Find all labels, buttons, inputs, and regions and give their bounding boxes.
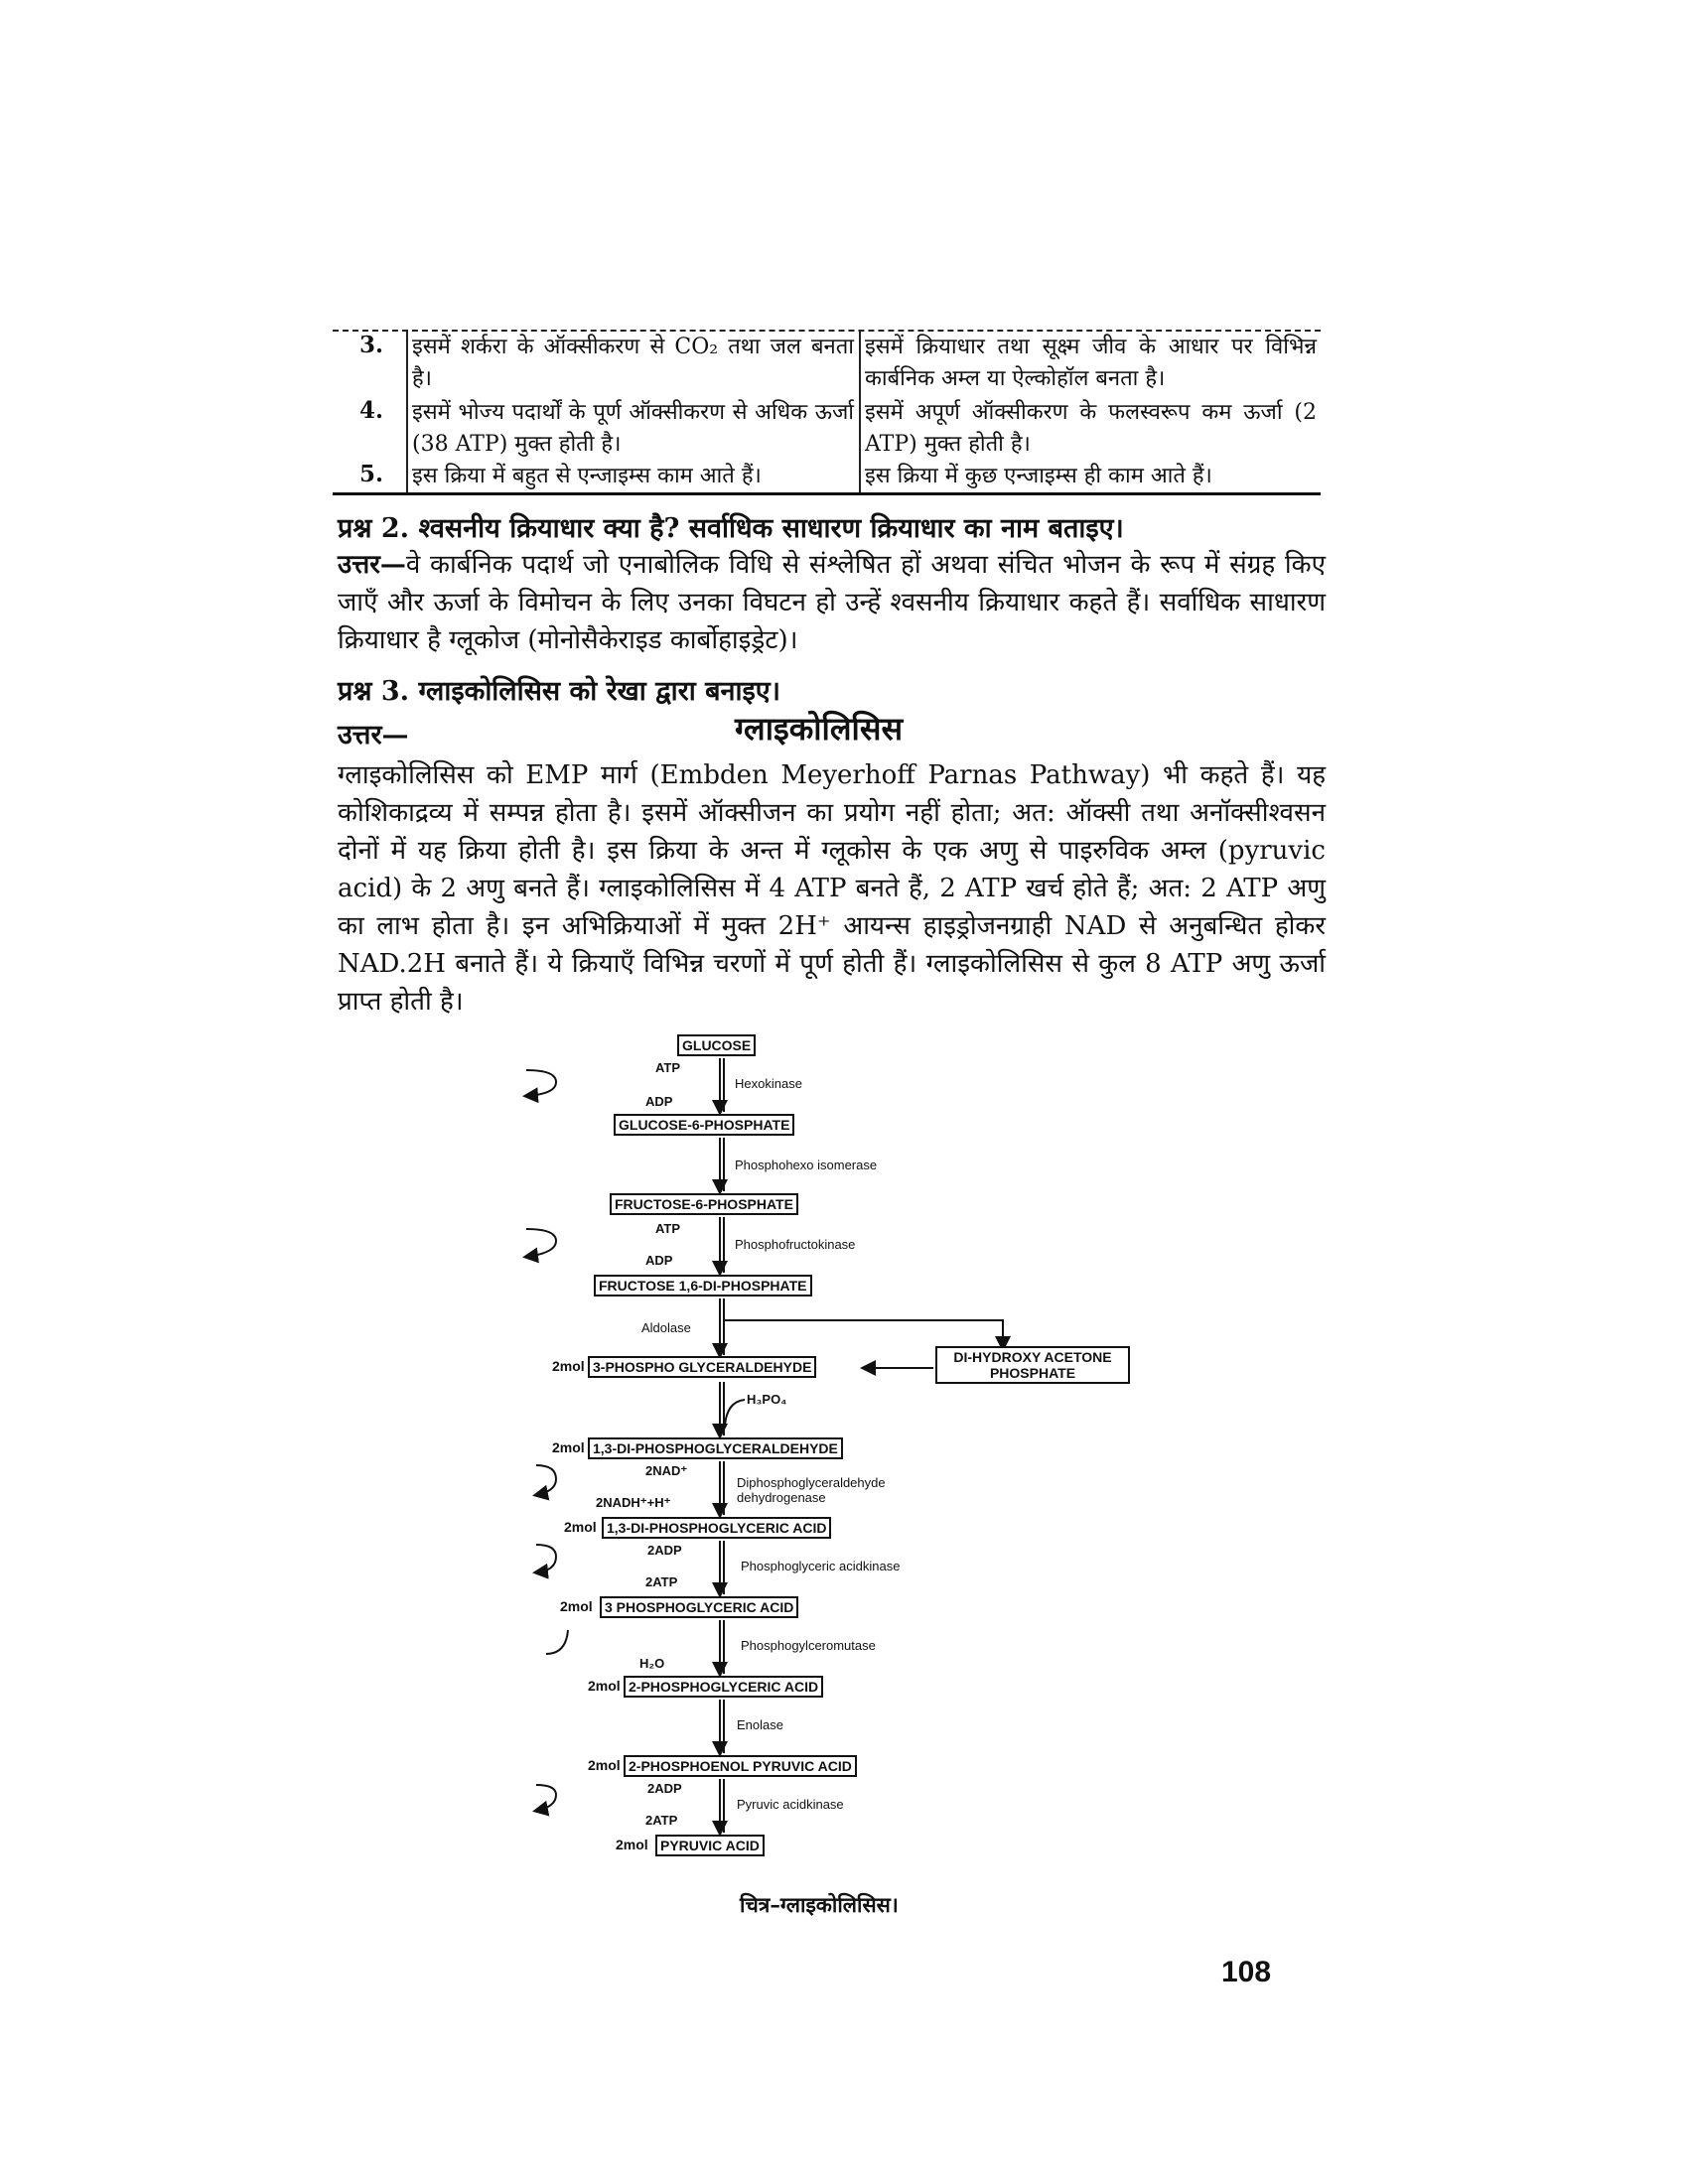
glucose-box: GLUCOSE (677, 1034, 756, 1056)
dpga-box: 1,3-DI-PHOSPHOGLYCERALDEHYDE (588, 1437, 843, 1459)
answer-2-text: वे कार्बनिक पदार्थ जो एनाबोलिक विधि से संश्लेषित हों अथवा संचित भोजन के रूप में संग्रह किए जाएँ और ऊर्जा के विमोचन के लिए उनका विघटन हो उन्हें श्वसनीय क्रियाधार कहते हैं। सर्वाधिक साधारण क्रियाधार है ग्लूकोज (मोनोसैकेराइड कार्बोहाइड्रेट)। (338, 550, 1326, 655)
pgk-label: Phosphoglyceric acidkinase (741, 1559, 901, 1573)
nadh-label: 2NADH⁺+H⁺ (596, 1495, 671, 1510)
aldolase-label: Aldolase (641, 1320, 691, 1335)
row-number: 3. (358, 332, 383, 358)
table-divider (406, 330, 408, 492)
adp-label: ADP (645, 1094, 673, 1109)
glycolysis-paragraph: ग्लाइकोलिसिस को EMP मार्ग (Embden Meyerhoff Parnas Pathway) भी कहते हैं। यह कोशिकाद्रव्य में सम्पन्न होता है। इसमें ऑक्सीजन का प्रयोग नहीं होता; अत: ऑक्सी तथा अनॉक्सीश्वसन दोनों में यह क्रिया होती है। इस क्रिया के अन्त में ग्लूकोस के एक अणु से पाइरुविक अम्ल (pyruvic acid) के 2 अणु बनते हैं। ग्लाइकोलिसिस में 4 ATP बनते हैं, 2 ATP खर्च होते हैं; अत: 2 ATP अणु का लाभ होता है। इन अभिक्रियाओं में मुक्त 2H⁺ आयन्स हाइड्रोजनग्राही NAD से अनुबन्धित होकर NAD.2H बनाते हैं। ये क्रियाएँ विभिन्न चरणों में पूर्ण होती हैं। ग्लाइकोलिसिस से कुल 8 ATP अणु ऊर्जा प्राप्त होती है। (338, 760, 1326, 1017)
section-heading: ग्लाइकोलिसिस (735, 710, 904, 748)
answer-label: उत्तर— (338, 720, 409, 751)
mol-label: 2mol (588, 1757, 621, 1773)
mol-label: 2mol (588, 1678, 621, 1694)
mol-label: 2mol (616, 1837, 648, 1852)
hexokinase-label: Hexokinase (735, 1076, 802, 1091)
mutase-label: Phosphogylceromutase (741, 1638, 876, 1653)
pfk-label: Phosphofructokinase (735, 1237, 856, 1252)
atp-label: 2ATP (645, 1574, 678, 1589)
mol-label: 2mol (552, 1439, 585, 1455)
anaerobic-cell: इसमें क्रियाधार तथा सूक्ष्म जीव के आधार पर विभिन्न कार्बनिक अम्ल या ऐल्कोहॉल बनता है। (865, 335, 1317, 391)
atp-label: 2ATP (645, 1813, 678, 1828)
anaerobic-cell: इसमें अपूर्ण ऑक्सीकरण के फलस्वरूप कम ऊर्जा (2 ATP) मुक्त होती है। (865, 400, 1317, 457)
h3po4-label: H₃PO₄ (747, 1392, 787, 1407)
answer-label: उत्तर— (338, 550, 406, 580)
anaerobic-cell: इस क्रिया में कुछ एन्जाइम्स ही काम आते हैं। (865, 464, 1212, 488)
isomerase-label: Phosphohexo isomerase (735, 1158, 878, 1172)
pep-box: 2-PHOSPHOENOL PYRUVIC ACID (624, 1755, 857, 1777)
mol-label: 2mol (564, 1519, 597, 1535)
question-3: प्रश्न 3. ग्लाइकोलिसिस को रेखा द्वारा बनाइए। (338, 676, 780, 707)
figure-caption: चित्र–ग्लाइकोलिसिस। (740, 1892, 899, 1917)
question-2: प्रश्न 2. श्वसनीय क्रियाधार क्या है? सर्वाधिक साधारण क्रियाधार का नाम बताइए। (338, 513, 1124, 544)
aerobic-cell: इसमें भोज्य पदार्थों के पूर्ण ऑक्सीकरण से अधिक ऊर्जा (38 ATP) मुक्त होती है। (412, 400, 854, 457)
page-number: 108 (1221, 1956, 1272, 1988)
g3p-box: 3-PHOSPHO GLYCERALDEHYDE (588, 1356, 816, 1378)
f6p-box: FRUCTOSE-6-PHOSPHATE (610, 1193, 798, 1215)
answer-2 (338, 546, 1326, 659)
aerobic-cell: इसमें शर्करा के ऑक्सीकरण से CO₂ तथा जल बनता है। (412, 335, 854, 391)
atp-label: ATP (655, 1221, 681, 1236)
h2o-label: H₂O (639, 1656, 665, 1671)
dehydrogenase-label: Diphosphoglyceraldehyde dehydrogenase (737, 1475, 886, 1505)
adp-label: ADP (645, 1253, 673, 1268)
f16dp-box: FRUCTOSE 1,6-DI-PHOSPHATE (594, 1275, 812, 1297)
mol-label: 2mol (552, 1358, 585, 1374)
pga3-box: 3 PHOSPHOGLYCERIC ACID (600, 1596, 798, 1618)
nad-label: 2NAD⁺ (645, 1463, 688, 1478)
atp-label: ATP (655, 1060, 681, 1075)
dpgacid-box: 1,3-DI-PHOSPHOGLYCERIC ACID (602, 1517, 831, 1539)
adp-label: 2ADP (647, 1543, 682, 1558)
row-number: 5. (358, 461, 383, 487)
pga2-box: 2-PHOSPHOGLYCERIC ACID (624, 1676, 823, 1698)
enolase-label: Enolase (737, 1717, 783, 1732)
table-bottom-rule (333, 492, 1321, 495)
pk-label: Pyruvic acidkinase (737, 1797, 844, 1812)
glycolysis-diagram (516, 1032, 1152, 1886)
mol-label: 2mol (560, 1598, 593, 1614)
table-divider (859, 330, 861, 492)
dhap-box: DI-HYDROXY ACETONE PHOSPHATE (935, 1346, 1130, 1384)
aerobic-cell: इस क्रिया में बहुत से एन्जाइम्स काम आते हैं। (412, 464, 762, 488)
row-number: 4. (358, 397, 383, 424)
g6p-box: GLUCOSE-6-PHOSPHATE (614, 1114, 794, 1136)
pyruvic-box: PYRUVIC ACID (655, 1835, 765, 1856)
adp-label: 2ADP (647, 1781, 682, 1796)
